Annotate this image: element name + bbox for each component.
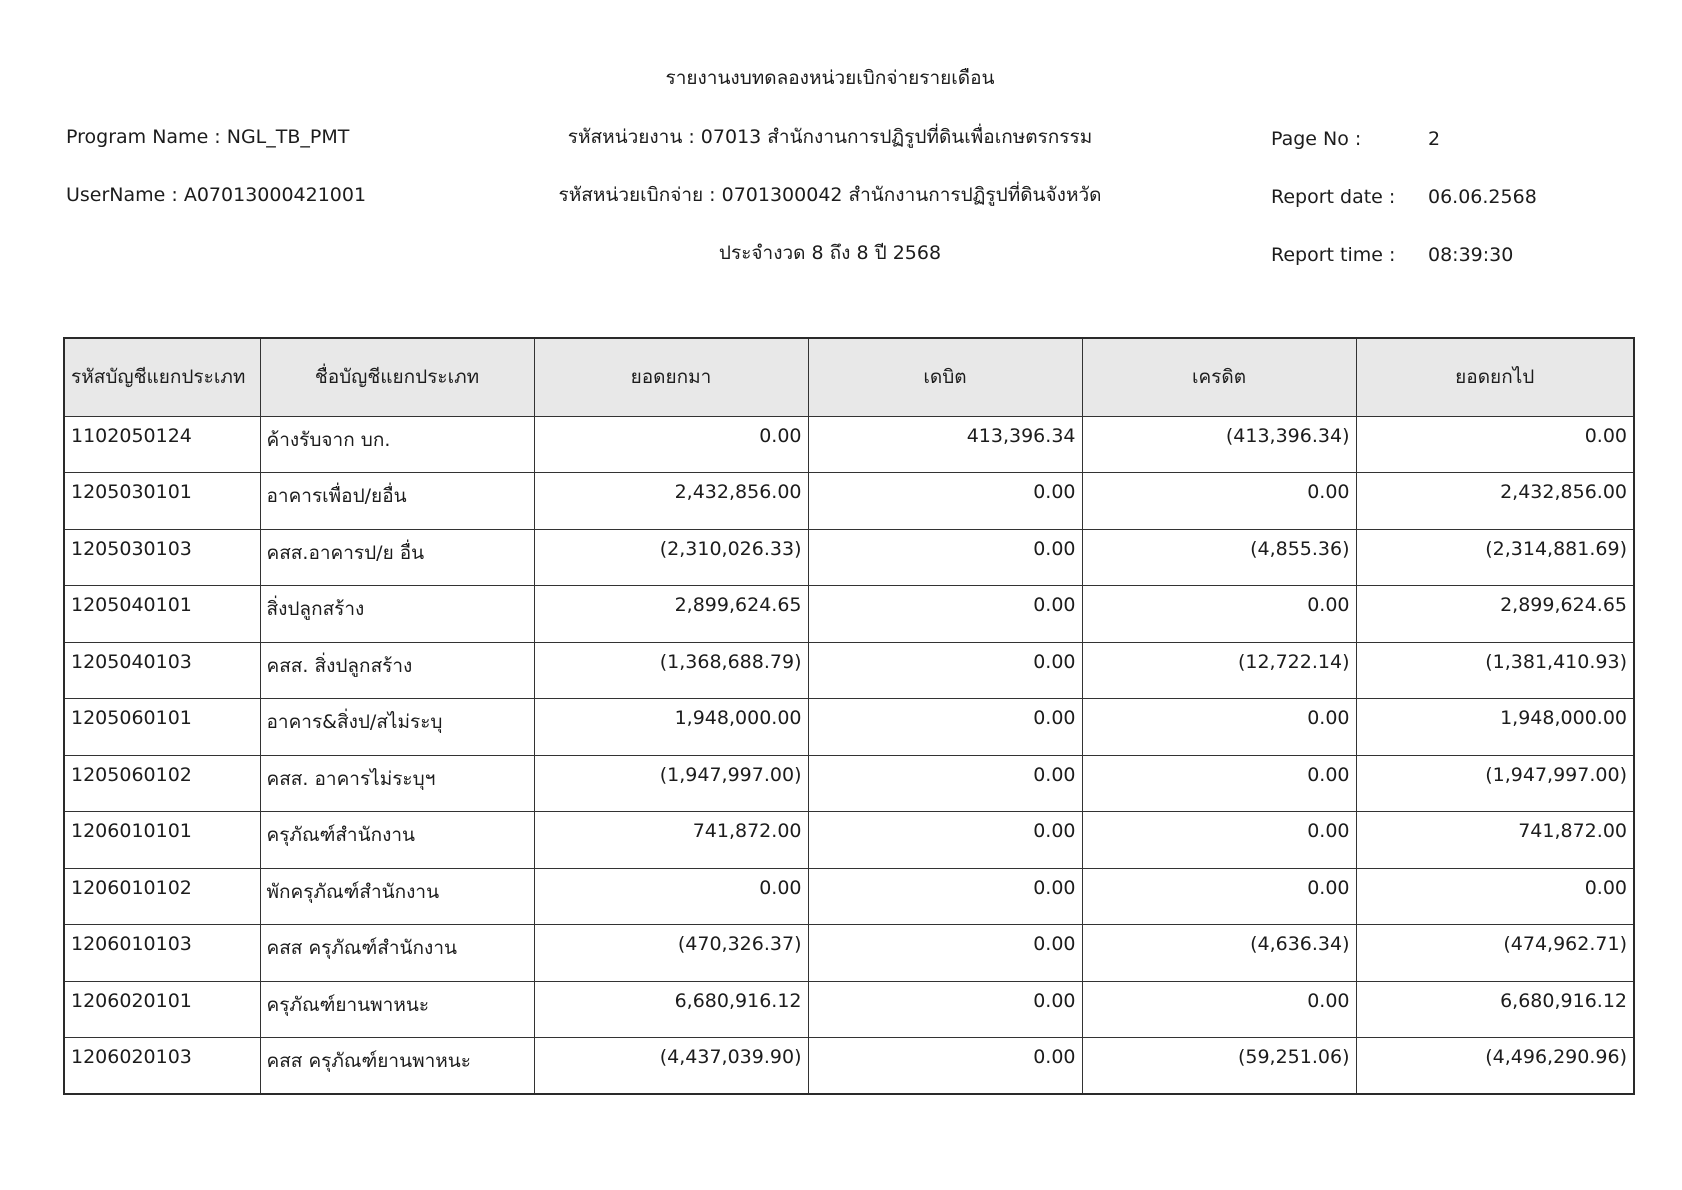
page-no-value: 2 xyxy=(1428,128,1441,150)
cell-closing-balance: (1,947,997.00) xyxy=(1356,755,1634,812)
cell-credit: 0.00 xyxy=(1082,812,1356,869)
cell-opening-balance: (470,326.37) xyxy=(534,925,808,982)
payment-unit-code: รหัสหน่วยเบิกจ่าย : 0701300042 สำนักงานการปฏิรูปที่ดินจังหวัด xyxy=(558,184,1102,206)
cell-closing-balance: 0.00 xyxy=(1356,416,1634,473)
cell-account-code: 1205040101 xyxy=(64,586,260,643)
report-date-value: 06.06.2568 xyxy=(1428,186,1537,208)
cell-credit: (12,722.14) xyxy=(1082,642,1356,699)
report-title: รายงานงบทดลองหน่วยเบิกจ่ายรายเดือน xyxy=(665,67,995,89)
cell-opening-balance: 741,872.00 xyxy=(534,812,808,869)
cell-account-code: 1206010103 xyxy=(64,925,260,982)
cell-credit: 0.00 xyxy=(1082,586,1356,643)
cell-closing-balance: (4,496,290.96) xyxy=(1356,1038,1634,1095)
cell-account-name: ค้างรับจาก บก. xyxy=(260,416,534,473)
table-row xyxy=(64,868,1634,925)
cell-closing-balance: 0.00 xyxy=(1356,868,1634,925)
cell-opening-balance: (4,437,039.90) xyxy=(534,1038,808,1095)
header-credit: เครดิต xyxy=(1082,338,1356,416)
cell-opening-balance: 2,899,624.65 xyxy=(534,586,808,643)
cell-closing-balance: 2,899,624.65 xyxy=(1356,586,1634,643)
table-row xyxy=(64,981,1634,1038)
cell-account-name: คสส. อาคารไม่ระบุฯ xyxy=(260,755,534,812)
header-debit: เดบิต xyxy=(808,338,1082,416)
cell-account-name: อาคารเพื่อป/ยอื่น xyxy=(260,473,534,530)
cell-opening-balance: 0.00 xyxy=(534,868,808,925)
header-opening-balance: ยอดยกมา xyxy=(534,338,808,416)
cell-debit: 0.00 xyxy=(808,473,1082,530)
table-row xyxy=(64,1038,1634,1095)
report-period: ประจำงวด 8 ถึง 8 ปี 2568 xyxy=(718,242,942,264)
table-row xyxy=(64,755,1634,812)
cell-credit: (4,855.36) xyxy=(1082,529,1356,586)
cell-credit: 0.00 xyxy=(1082,868,1356,925)
cell-closing-balance: 2,432,856.00 xyxy=(1356,473,1634,530)
cell-closing-balance: 6,680,916.12 xyxy=(1356,981,1634,1038)
cell-opening-balance: 2,432,856.00 xyxy=(534,473,808,530)
cell-closing-balance: (1,381,410.93) xyxy=(1356,642,1634,699)
cell-debit: 0.00 xyxy=(808,642,1082,699)
cell-account-code: 1205030103 xyxy=(64,529,260,586)
cell-debit: 0.00 xyxy=(808,981,1082,1038)
cell-account-code: 1205060101 xyxy=(64,699,260,756)
cell-debit: 0.00 xyxy=(808,1038,1082,1095)
cell-closing-balance: 741,872.00 xyxy=(1356,812,1634,869)
cell-opening-balance: (1,947,997.00) xyxy=(534,755,808,812)
cell-credit: (4,636.34) xyxy=(1082,925,1356,982)
report-time-value: 08:39:30 xyxy=(1428,244,1514,266)
header-account-name: ชื่อบัญชีแยกประเภท xyxy=(260,338,534,416)
cell-closing-balance: (474,962.71) xyxy=(1356,925,1634,982)
agency-code: รหัสหน่วยงาน : 07013 สำนักงานการปฏิรูปที่ดินเพื่อเกษตรกรรม xyxy=(567,126,1093,148)
cell-account-code: 1206010101 xyxy=(64,812,260,869)
username: UserName : A07013000421001 xyxy=(66,184,367,206)
cell-debit: 0.00 xyxy=(808,586,1082,643)
table-row xyxy=(64,416,1634,473)
cell-credit: 0.00 xyxy=(1082,755,1356,812)
cell-credit: 0.00 xyxy=(1082,699,1356,756)
cell-account-code: 1205040103 xyxy=(64,642,260,699)
page-no-label: Page No : xyxy=(1271,128,1362,150)
cell-account-code: 1206020101 xyxy=(64,981,260,1038)
cell-account-code: 1206010102 xyxy=(64,868,260,925)
table-row xyxy=(64,473,1634,530)
cell-account-name: พักครุภัณฑ์สำนักงาน xyxy=(260,868,534,925)
cell-debit: 0.00 xyxy=(808,868,1082,925)
cell-opening-balance: 1,948,000.00 xyxy=(534,699,808,756)
cell-account-name: คสส.อาคารป/ย อื่น xyxy=(260,529,534,586)
cell-debit: 0.00 xyxy=(808,925,1082,982)
cell-opening-balance: (2,310,026.33) xyxy=(534,529,808,586)
table-row xyxy=(64,812,1634,869)
table-row xyxy=(64,699,1634,756)
table-row xyxy=(64,529,1634,586)
cell-account-code: 1205060102 xyxy=(64,755,260,812)
report-time-label: Report time : xyxy=(1271,244,1396,266)
cell-account-code: 1205030101 xyxy=(64,473,260,530)
header-closing-balance: ยอดยกไป xyxy=(1356,338,1634,416)
cell-account-name: ครุภัณฑ์สำนักงาน xyxy=(260,812,534,869)
cell-closing-balance: (2,314,881.69) xyxy=(1356,529,1634,586)
cell-account-name: สิ่งปลูกสร้าง xyxy=(260,586,534,643)
cell-opening-balance: 0.00 xyxy=(534,416,808,473)
cell-account-name: อาคาร&สิ่งป/สไม่ระบุ xyxy=(260,699,534,756)
table-row xyxy=(64,925,1634,982)
cell-debit: 413,396.34 xyxy=(808,416,1082,473)
cell-account-code: 1102050124 xyxy=(64,416,260,473)
table-row xyxy=(64,586,1634,643)
report-date-label: Report date : xyxy=(1271,186,1396,208)
cell-debit: 0.00 xyxy=(808,699,1082,756)
cell-debit: 0.00 xyxy=(808,755,1082,812)
program-name: Program Name : NGL_TB_PMT xyxy=(66,126,350,148)
cell-credit: (59,251.06) xyxy=(1082,1038,1356,1095)
cell-account-name: คสส ครุภัณฑ์ยานพาหนะ xyxy=(260,1038,534,1095)
cell-account-name: ครุภัณฑ์ยานพาหนะ xyxy=(260,981,534,1038)
cell-account-name: คสส. สิ่งปลูกสร้าง xyxy=(260,642,534,699)
cell-debit: 0.00 xyxy=(808,529,1082,586)
cell-credit: 0.00 xyxy=(1082,981,1356,1038)
cell-closing-balance: 1,948,000.00 xyxy=(1356,699,1634,756)
cell-opening-balance: (1,368,688.79) xyxy=(534,642,808,699)
cell-credit: (413,396.34) xyxy=(1082,416,1356,473)
table-header-row xyxy=(64,338,1634,416)
cell-credit: 0.00 xyxy=(1082,473,1356,530)
trial-balance-table xyxy=(63,337,1635,1095)
cell-account-code: 1206020103 xyxy=(64,1038,260,1095)
header-account-code: รหัสบัญชีแยกประเภท xyxy=(64,338,260,416)
cell-account-name: คสส ครุภัณฑ์สำนักงาน xyxy=(260,925,534,982)
cell-opening-balance: 6,680,916.12 xyxy=(534,981,808,1038)
table-row xyxy=(64,642,1634,699)
cell-debit: 0.00 xyxy=(808,812,1082,869)
